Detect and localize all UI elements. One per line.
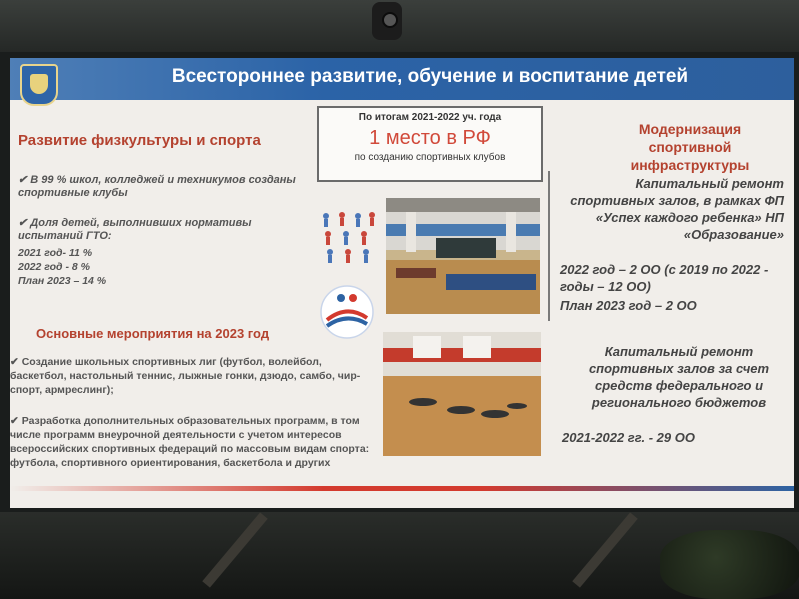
title-banner <box>10 58 794 100</box>
coat-of-arms-emblem <box>20 64 58 106</box>
stat-plan-2023: План 2023 – 14 % <box>18 275 107 287</box>
left-heading: Развитие физкультуры и спорта <box>18 132 261 149</box>
repair-1-years: 2022 год – 2 ОО (с 2019 по 2022 - годы – 12 ОО) <box>560 262 769 294</box>
presentation-screen <box>10 58 794 508</box>
bullet-text: Доля детей, выполнивших нормативы испытаний ГТО: <box>18 217 252 242</box>
sport-club-logo <box>317 284 377 340</box>
gym-photo-top <box>386 198 540 314</box>
camera-lens <box>382 12 398 28</box>
events-heading: Основные мероприятия на 2023 год <box>36 326 270 341</box>
result-box-top: По итогам 2021-2022 уч. года <box>358 112 502 123</box>
repair-1-text: Капитальный ремонт спортивных залов, в рамках ФП «Успех каждого ребенка» НП «Образование» <box>570 176 784 242</box>
repair-block-1 <box>548 171 788 321</box>
stat-2021: 2021 год- 11 % <box>18 247 93 259</box>
repair-block-2 <box>548 343 788 445</box>
event-text: Создание школьных спортивных лиг (футбол, волейбол, баскетбол, настольный теннис, лыжные гонки, дзюдо, самбо, чир-спорт, армреслинг); <box>10 356 361 396</box>
event-item-programs: ✔ Разработка дополнительных образовательных программ, в том числе программ внеурочной деятельности с учетом интересов всероссийских спортивных федераций по массовым видам спорта: футбола, спортивного ориентирования, баскетбола и других <box>10 415 370 469</box>
bullet-text: В 99 % школ, колледжей и техникумов созданы спортивные клубы <box>18 174 296 199</box>
event-item-leagues: ✔ Создание школьных спортивных лиг (футбол, волейбол, баскетбол, настольный теннис, лыжные гонки, дзюдо, самбо, чир-спорт, армреслинг); <box>10 356 361 396</box>
bottom-accent-line <box>10 486 794 491</box>
plant <box>660 530 799 599</box>
bullet-gto: ✔ Доля детей, выполнивших нормативы испытаний ГТО: <box>18 217 252 242</box>
result-box-sub: по созданию спортивных клубов <box>354 152 506 163</box>
sport-figures-icon <box>318 210 380 268</box>
gym-photo-bottom <box>383 332 541 456</box>
repair-2-years: 2021-2022 гг. - 29 ОО <box>562 430 695 445</box>
result-box <box>317 106 543 182</box>
stat-2022: 2022 год - 8 % <box>18 261 90 273</box>
repair-2-text: Капитальный ремонт спортивных залов за счет средств федерального и регионального бюджетов <box>588 344 770 410</box>
bullet-sport-clubs: ✔ В 99 % школ, колледжей и техникумов созданы спортивные клубы <box>18 174 296 199</box>
event-text: Разработка дополнительных образовательных программ, в том числе программ внеурочной деятельности с учетом интересов всероссийских спортивных федераций по массовым видам спорта: футбола, спортивного ориентирования, баскетбола и других <box>10 415 370 469</box>
repair-1-plan: План 2023 год – 2 ОО <box>560 298 697 313</box>
result-box-main: 1 место в РФ <box>369 127 491 149</box>
right-heading: Модернизация спортивной инфраструктуры <box>630 121 750 173</box>
slide-title: Всестороннее развитие, обучение и воспитание детей <box>171 66 689 87</box>
